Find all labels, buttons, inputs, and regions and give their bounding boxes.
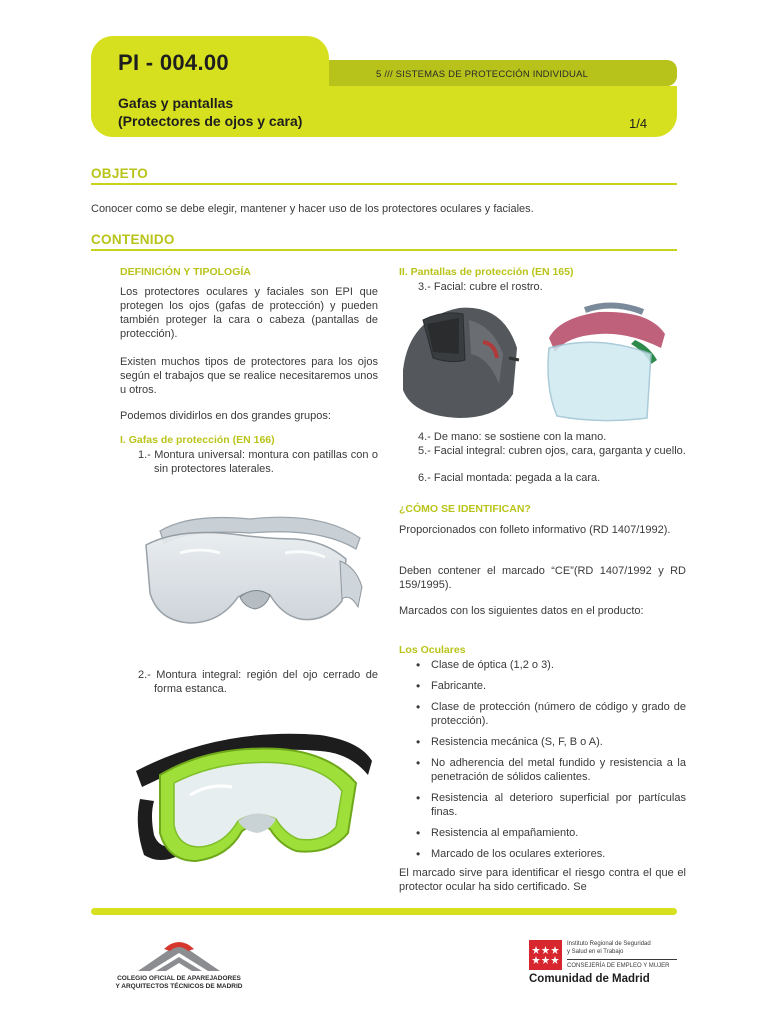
identificacion-p1: Proporcionados con folleto informativo (RD 1407/1992). bbox=[399, 524, 671, 536]
list-item: • Marcado de los oculares exteriores. bbox=[414, 847, 686, 861]
item-montura-universal: 1.- Montura universal: montura con patillas con o sin protectores laterales. bbox=[138, 449, 378, 475]
item-facial-integral: 5.- Facial integral: cubren ojos, cara, garganta y cuello. bbox=[418, 445, 686, 457]
comunidad-madrid-flag-icon bbox=[529, 940, 562, 970]
coap-name: COLEGIO OFICIAL DE APAREJADORES Y ARQUITECTOS TÉCNICOS DE MADRID bbox=[115, 975, 243, 990]
identificacion-heading: ¿CÓMO SE IDENTIFICAN? bbox=[399, 503, 531, 515]
list-item: • No adherencia del metal fundido y resistencia a la penetración de sólidos calientes. bbox=[414, 756, 686, 784]
objeto-text: Conocer como se debe elegir, mantener y hacer uso de los protectores oculares y faciales. bbox=[91, 203, 534, 215]
definicion-p3: Podemos dividirlos en dos grandes grupos: bbox=[120, 410, 331, 422]
irsst-line2: y Salud en el Trabajo bbox=[567, 949, 624, 955]
list-item: • Resistencia al deterioro superficial por partículas finas. bbox=[414, 791, 686, 819]
footer-rule bbox=[91, 908, 677, 915]
comunidad-madrid-brand: Comunidad de Madrid bbox=[529, 973, 650, 985]
contenido-rule bbox=[91, 249, 677, 251]
list-item: • Resistencia al empañamiento. bbox=[414, 826, 686, 840]
irsst-line1: Instituto Regional de Seguridad bbox=[567, 941, 651, 947]
coap-logo bbox=[134, 935, 224, 975]
gafas-heading: I. Gafas de protección (EN 166) bbox=[120, 434, 275, 446]
list-item: • Resistencia mecánica (S, F, B o A). bbox=[414, 735, 686, 749]
item-montura-integral: 2.- Montura integral: región del ojo cerrado de forma estanca. bbox=[138, 669, 378, 695]
document-code: PI - 004.00 bbox=[118, 50, 229, 75]
list-item: • Clase de protección (número de código y grado de protección). bbox=[414, 700, 686, 728]
oculares-list bbox=[414, 658, 686, 868]
page-number: 1/4 bbox=[629, 116, 648, 131]
list-item: • Clase de óptica (1,2 o 3). bbox=[414, 658, 686, 672]
integral-goggles-photo bbox=[120, 705, 378, 895]
definicion-p2: Existen muchos tipos de protectores para los ojos según el trabajos que se realice necesitaremos unos u otros. bbox=[120, 356, 378, 396]
definicion-p1: Los protectores oculares y faciales son EPI que protegen los ojos (gafas de protección) y pueden también proteger la cara o cabeza (pantallas de protección). bbox=[120, 286, 378, 340]
header-title-band bbox=[91, 86, 677, 137]
document-title-line2: (Protectores de ojos y cara) bbox=[118, 113, 303, 129]
item-facial-montada: 6.- Facial montada: pegada a la cara. bbox=[418, 472, 601, 484]
item-de-mano: 4.- De mano: se sostiene con la mano. bbox=[418, 431, 607, 443]
closing-text: El marcado sirve para identificar el riesgo contra el que el protector ocular ha sido certificado. Se bbox=[399, 867, 686, 893]
objeto-rule bbox=[91, 183, 677, 185]
consejeria-label: CONSEJERÍA DE EMPLEO Y MUJER bbox=[567, 963, 670, 969]
face-shields-photo bbox=[399, 298, 679, 426]
objeto-heading: OBJETO bbox=[91, 166, 149, 181]
pantallas-heading: II. Pantallas de protección (EN 165) bbox=[399, 266, 574, 278]
identificacion-p3: Marcados con los siguientes datos en el producto: bbox=[399, 605, 644, 617]
document-title-line1: Gafas y pantallas bbox=[118, 95, 234, 111]
oculares-heading: Los Oculares bbox=[399, 644, 466, 656]
item-facial: 3.- Facial: cubre el rostro. bbox=[418, 281, 543, 293]
definicion-heading: DEFINICIÓN Y TIPOLOGÍA bbox=[120, 266, 251, 278]
section-label: 5 /// SISTEMAS DE PROTECCIÓN INDIVIDUAL bbox=[376, 69, 589, 80]
footer-divider bbox=[567, 959, 677, 960]
safety-glasses-photo bbox=[120, 483, 378, 659]
contenido-heading: CONTENIDO bbox=[91, 232, 175, 247]
identificacion-p2: Deben contener el marcado “CE”(RD 1407/1992 y RD 159/1995). bbox=[399, 565, 686, 591]
list-item: • Fabricante. bbox=[414, 679, 686, 693]
